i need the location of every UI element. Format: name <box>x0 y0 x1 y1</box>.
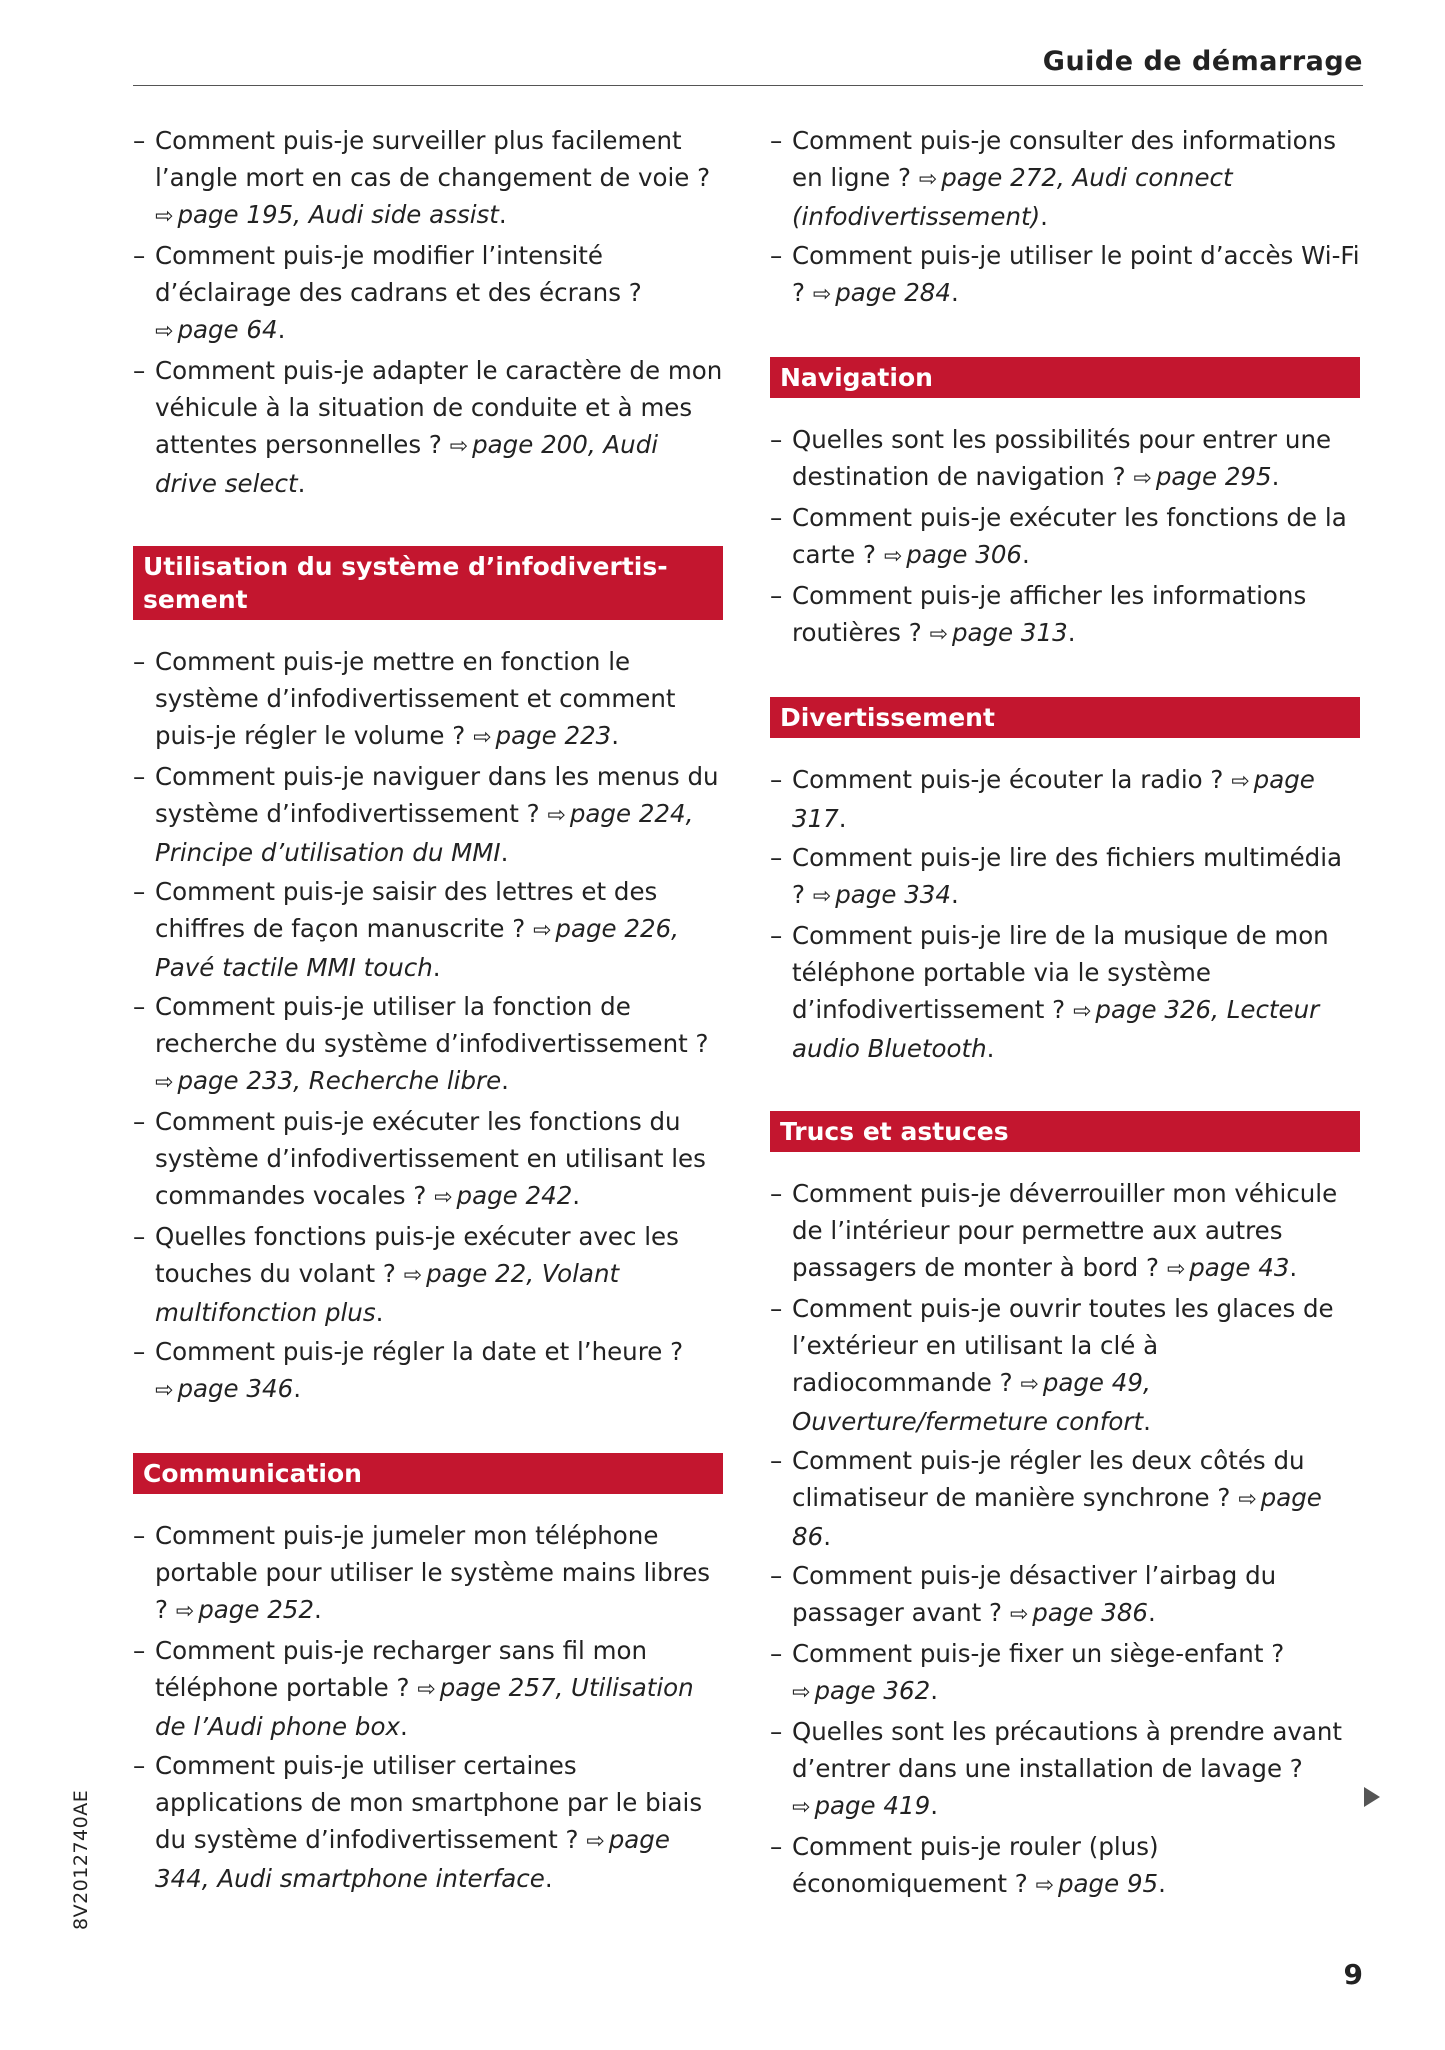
list-dash: – <box>133 992 146 1021</box>
question-text: Comment puis-je utiliser la fonction de recherche du système d’infodivertissement ? <box>155 992 709 1058</box>
page-reference-link[interactable] <box>792 1791 930 1820</box>
question-text: Comment puis-je ouvrir toutes les glaces de l’extérieur en utilisant la clé à radiocommande ? <box>792 1294 1334 1397</box>
question-end: . <box>1271 462 1280 491</box>
question-item <box>133 1103 723 1216</box>
question-item <box>770 761 1360 837</box>
page-reference-text: page 242 <box>456 1181 573 1210</box>
page-reference-link[interactable] <box>155 200 499 229</box>
question-text: Quelles fonctions puis-je exécuter avec les touches du volant ? <box>155 1222 679 1288</box>
page-reference-link[interactable] <box>155 1374 293 1403</box>
question-text: Quelles sont les précautions à prendre avant d’entrer dans une installation de lavage ? <box>792 1717 1342 1783</box>
question-item <box>770 917 1360 1067</box>
question-end: . <box>293 1374 301 1403</box>
question-text: Comment puis-je régler les deux côtés du climatiseur de manière synchrone ? <box>792 1446 1305 1512</box>
section-header-communication: Communication <box>133 1453 723 1494</box>
page-reference-text: page 317 <box>792 765 1315 833</box>
page-reference-text: page 224, Principe d’utilisation du MMI <box>155 799 694 867</box>
question-text: Comment puis-je écouter la radio ? <box>792 765 1232 794</box>
tips-list <box>770 1175 1360 1904</box>
list-dash: – <box>770 1446 783 1475</box>
list-dash: – <box>133 1222 146 1251</box>
question-end: . <box>432 953 441 982</box>
page-number: 9 <box>1343 1958 1363 1991</box>
right-column <box>770 122 1360 1906</box>
question-text: Comment puis-je déverrouiller mon véhicule de l’intérieur pour permettre aux autres passagers de monter à bord ? <box>792 1179 1338 1282</box>
question-item <box>770 1557 1360 1633</box>
page-reference-text: page 200, Audi drive select <box>155 430 659 498</box>
page-reference-text: page 257, Utilisation de l’Audi phone box <box>155 1673 694 1741</box>
page-reference-text: page 226, Pavé tactile MMI touch <box>155 914 679 982</box>
question-end: . <box>930 1791 938 1820</box>
question-end: . <box>838 804 847 833</box>
question-text: Quelles sont les possibilités pour entrer une destination de navigation ? <box>792 425 1332 491</box>
list-dash: – <box>770 241 783 270</box>
list-dash: – <box>770 1179 783 1208</box>
question-item <box>770 1290 1360 1440</box>
question-text: Comment puis-je mettre en fonction le système d’infodivertissement et comment puis-je régler le volume ? <box>155 647 676 750</box>
list-dash: – <box>133 1107 146 1136</box>
page-reference-text: page 419 <box>814 1791 931 1820</box>
arrow-right-icon: ⇨ <box>1072 999 1092 1024</box>
page-reference-text: page 344, Audi smartphone interface <box>155 1825 670 1893</box>
list-dash: – <box>133 1751 146 1780</box>
page-reference-link[interactable] <box>813 880 951 909</box>
arrow-right-icon: ⇨ <box>175 1599 195 1624</box>
question-item <box>133 1632 723 1745</box>
list-dash: – <box>770 1639 783 1668</box>
list-dash: – <box>770 1832 783 1861</box>
page-reference-text: page 86 <box>792 1483 1322 1551</box>
question-item <box>770 1635 1360 1711</box>
page-reference-text: page 64 <box>177 315 278 344</box>
page-reference-text: page 195, Audi side assist <box>177 200 499 229</box>
question-text: Comment puis-je fixer un siège-enfant ? <box>792 1639 1285 1668</box>
page-reference-text: page 334 <box>835 880 951 909</box>
question-text: Comment puis-je utiliser certaines applications de mon smartphone par le biais du système d’infodivertissement ? <box>155 1751 703 1854</box>
page-reference-text: page 346 <box>177 1374 294 1403</box>
section-header-infotainment <box>133 546 723 620</box>
arrow-right-icon: ⇨ <box>929 622 948 647</box>
question-item <box>133 643 723 756</box>
question-end: . <box>611 721 620 750</box>
arrow-right-icon: ⇨ <box>403 1263 423 1288</box>
page-reference-text: page 223 <box>495 721 612 750</box>
right-intro-list <box>770 122 1360 313</box>
arrow-right-icon: ⇨ <box>918 167 938 192</box>
page-reference-link[interactable] <box>155 315 278 344</box>
section-header-entertainment: Divertissement <box>770 697 1360 738</box>
page-reference-text: page 272, Audi connect (infodivertissement) <box>792 163 1233 231</box>
arrow-right-icon: ⇨ <box>883 544 903 569</box>
page-reference-link[interactable] <box>792 1676 930 1705</box>
arrow-right-icon: ⇨ <box>155 319 174 344</box>
question-end: . <box>375 1298 384 1327</box>
arrow-right-icon: ⇨ <box>792 1795 811 1820</box>
arrow-right-icon: ⇨ <box>812 884 832 909</box>
section-title-line: sement <box>143 585 248 614</box>
page-reference-link[interactable] <box>930 618 1068 647</box>
page-reference-link[interactable] <box>176 1595 314 1624</box>
question-item <box>770 1713 1360 1826</box>
question-end: . <box>501 1066 509 1095</box>
arrow-right-icon: ⇨ <box>812 282 832 307</box>
question-end: . <box>313 1595 322 1624</box>
question-end: . <box>297 469 306 498</box>
arrow-right-icon: ⇨ <box>1166 1257 1186 1282</box>
question-item <box>133 237 723 350</box>
question-text: Comment puis-je consulter des informations en ligne ? <box>792 126 1336 192</box>
triangle-right-icon <box>1364 1787 1380 1807</box>
question-end: . <box>572 1181 581 1210</box>
page-reference-link[interactable] <box>155 1066 501 1095</box>
question-item <box>133 122 723 235</box>
question-text: Comment puis-je modifier l’intensité d’éclairage des cadrans et des écrans ? <box>155 241 642 307</box>
arrow-right-icon: ⇨ <box>434 1185 453 1210</box>
question-end: . <box>399 1712 408 1741</box>
question-text: Comment puis-je exécuter les fonctions du système d’infodivertissement en utilisant les commandes vocales ? <box>155 1107 706 1210</box>
list-dash: – <box>770 1717 783 1746</box>
page-reference-text: page 43 <box>1189 1253 1290 1282</box>
page-reference-text: page 233, Recherche libre <box>177 1066 502 1095</box>
question-text: Comment puis-je lire de la musique de mon téléphone portable via le système d’infodivertissement ? <box>792 921 1329 1024</box>
page-reference-link[interactable] <box>473 721 611 750</box>
question-end: . <box>930 1676 938 1705</box>
question-item <box>133 1517 723 1630</box>
list-dash: – <box>770 843 783 872</box>
page-reference-text: page 313 <box>951 618 1068 647</box>
list-dash: – <box>770 1561 783 1590</box>
arrow-right-icon: ⇨ <box>792 1680 811 1705</box>
header-divider <box>133 85 1363 86</box>
arrow-right-icon: ⇨ <box>155 204 174 229</box>
arrow-right-icon: ⇨ <box>1238 1487 1257 1512</box>
question-end: . <box>1067 618 1076 647</box>
page-reference-link[interactable] <box>1167 1253 1290 1282</box>
question-text: Comment puis-je désactiver l’airbag du passager avant ? <box>792 1561 1277 1627</box>
question-item <box>133 988 723 1101</box>
left-column <box>133 122 723 1899</box>
question-item <box>770 1175 1360 1288</box>
entertainment-list <box>770 761 1360 1067</box>
question-end: . <box>1148 1598 1156 1627</box>
list-dash: – <box>133 1521 146 1550</box>
question-end: . <box>823 1522 831 1551</box>
list-dash: – <box>133 241 146 270</box>
page-reference-link[interactable] <box>813 278 951 307</box>
arrow-right-icon: ⇨ <box>1009 1602 1029 1627</box>
question-end: . <box>950 880 959 909</box>
page-reference-link[interactable] <box>884 540 1022 569</box>
arrow-right-icon: ⇨ <box>449 434 469 459</box>
question-end: . <box>500 838 509 867</box>
question-end: . <box>950 278 959 307</box>
list-dash: – <box>770 921 783 950</box>
question-item <box>770 122 1360 235</box>
page-reference-text: page 362 <box>814 1676 931 1705</box>
section-header-navigation: Navigation <box>770 357 1360 398</box>
page-reference-link[interactable] <box>1133 462 1271 491</box>
arrow-right-icon: ⇨ <box>155 1070 174 1095</box>
list-dash: – <box>133 877 146 906</box>
question-end: . <box>1158 1869 1166 1898</box>
page-reference-link[interactable] <box>1010 1598 1148 1627</box>
arrow-right-icon: ⇨ <box>1231 769 1250 794</box>
question-text: Comment puis-je exécuter les fonctions de la carte ? <box>792 503 1347 569</box>
list-dash: – <box>133 126 146 155</box>
arrow-right-icon: ⇨ <box>547 803 566 828</box>
communication-list <box>133 1517 723 1897</box>
page-reference-text: page 306 <box>906 540 1023 569</box>
arrow-right-icon: ⇨ <box>1035 1873 1054 1898</box>
question-text: Comment puis-je afficher les informations routières ? <box>792 581 1307 647</box>
question-text: Comment puis-je utiliser le point d’accès Wi-Fi ? <box>792 241 1360 307</box>
question-text: Comment puis-je naviguer dans les menus du système d’infodivertissement ? <box>155 762 719 828</box>
list-dash: – <box>770 581 783 610</box>
question-item <box>770 577 1360 653</box>
arrow-right-icon: ⇨ <box>532 918 552 943</box>
list-dash: – <box>133 1337 146 1366</box>
list-dash: – <box>133 356 146 385</box>
infotainment-list <box>133 643 723 1409</box>
question-item <box>133 352 723 502</box>
page-reference-link[interactable] <box>434 1181 572 1210</box>
page-reference-link[interactable] <box>1036 1869 1159 1898</box>
question-end: . <box>498 200 507 229</box>
question-item <box>770 1828 1360 1904</box>
question-item <box>770 237 1360 313</box>
list-dash: – <box>133 1636 146 1665</box>
document-code: 8V2012740AE <box>70 1789 92 1930</box>
question-item <box>133 873 723 986</box>
question-item <box>770 421 1360 497</box>
page-reference-text: page 326, Lecteur audio Bluetooth <box>792 995 1320 1063</box>
question-end: . <box>986 1034 995 1063</box>
arrow-right-icon: ⇨ <box>155 1378 174 1403</box>
question-text: Comment puis-je régler la date et l’heure ? <box>155 1337 684 1366</box>
question-item <box>133 1218 723 1331</box>
question-item <box>133 1747 723 1897</box>
question-end: . <box>1022 540 1030 569</box>
question-item <box>133 1333 723 1409</box>
navigation-list <box>770 421 1360 653</box>
page-reference-text: page 284 <box>835 278 951 307</box>
arrow-right-icon: ⇨ <box>473 725 492 750</box>
list-dash: – <box>770 1294 783 1323</box>
page-reference-text: page 49, Ouverture/fermeture confort <box>792 1368 1151 1436</box>
arrow-right-icon: ⇨ <box>1133 466 1152 491</box>
list-dash: – <box>133 762 146 791</box>
page-reference-text: page 95 <box>1057 1869 1159 1898</box>
question-item <box>770 499 1360 575</box>
page-reference-text: page 386 <box>1032 1598 1149 1627</box>
arrow-right-icon: ⇨ <box>417 1677 436 1702</box>
question-end: . <box>544 1864 553 1893</box>
question-text: Comment puis-je lire des fichiers multimédia ? <box>792 843 1343 909</box>
question-item <box>770 839 1360 915</box>
question-item <box>133 758 723 871</box>
section-header-tips: Trucs et astuces <box>770 1111 1360 1152</box>
running-header-title: Guide de démarrage <box>1042 46 1363 77</box>
question-text: Comment puis-je rouler (plus) économiquement ? <box>792 1832 1159 1898</box>
page-reference-text: page 22, Volant multifonction plus <box>155 1259 620 1327</box>
arrow-right-icon: ⇨ <box>586 1829 605 1854</box>
question-text: Comment puis-je surveiller plus facilement l’angle mort en cas de changement de voie ? <box>155 126 711 192</box>
section-title-line: Utilisation du système d’infodivertis- <box>143 552 668 581</box>
question-end: . <box>1143 1407 1151 1436</box>
question-end: . <box>1040 202 1048 231</box>
question-end: . <box>277 315 286 344</box>
list-dash: – <box>133 647 146 676</box>
question-text: Comment puis-je recharger sans fil mon téléphone portable ? <box>155 1636 647 1702</box>
question-text: Comment puis-je adapter le caractère de mon véhicule à la situation de conduite et à mes attentes personnelles ? <box>155 356 723 459</box>
page-reference-text: page 295 <box>1155 462 1272 491</box>
page-reference-text: page 252 <box>198 1595 314 1624</box>
question-item <box>770 1442 1360 1555</box>
list-dash: – <box>770 765 783 794</box>
question-text: Comment puis-je saisir des lettres et des chiffres de façon manuscrite ? <box>155 877 658 943</box>
list-dash: – <box>770 425 783 454</box>
question-end: . <box>1289 1253 1298 1282</box>
question-text: Comment puis-je jumeler mon téléphone portable pour utiliser le système mains libres ? <box>155 1521 711 1624</box>
list-dash: – <box>770 126 783 155</box>
arrow-right-icon: ⇨ <box>1020 1372 1039 1397</box>
left-intro-list <box>133 122 723 502</box>
list-dash: – <box>770 503 783 532</box>
